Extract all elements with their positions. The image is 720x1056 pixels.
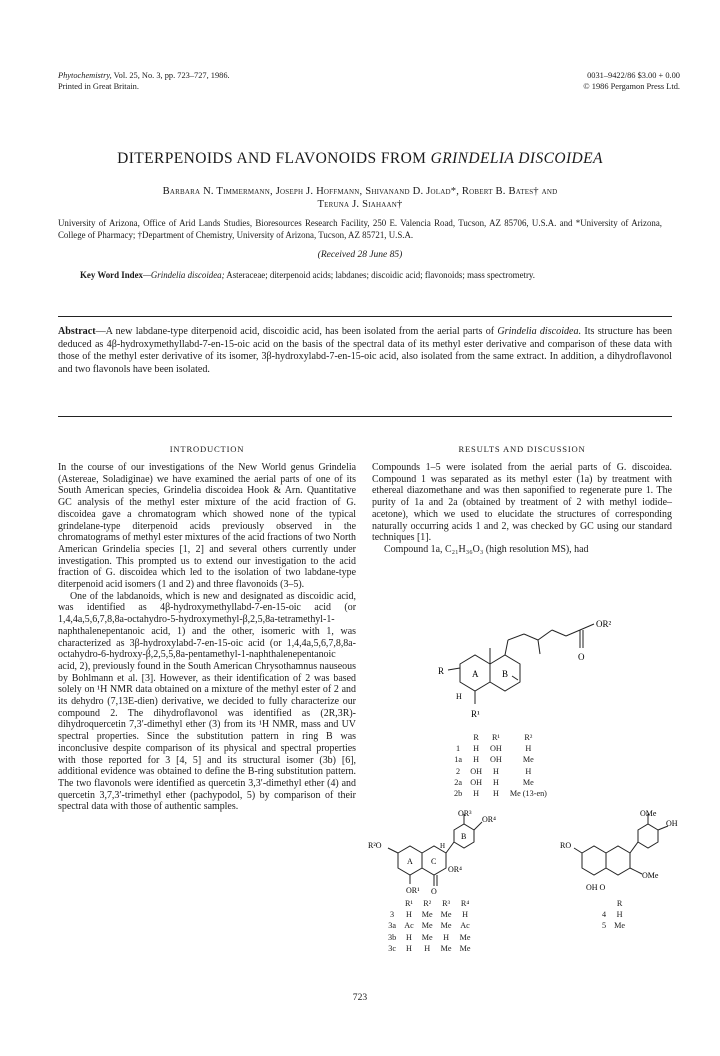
r-label: R bbox=[438, 666, 445, 676]
table-row bbox=[384, 909, 475, 920]
cell: H bbox=[473, 744, 480, 754]
journal-header bbox=[58, 71, 230, 92]
table-row bbox=[450, 743, 551, 754]
introduction-body bbox=[58, 462, 356, 813]
table-row bbox=[384, 932, 475, 943]
cell: Ac bbox=[404, 921, 414, 931]
th: R⁴ bbox=[460, 899, 470, 908]
cell: H bbox=[424, 943, 431, 953]
copyright-header bbox=[520, 71, 680, 92]
abstract-genus: Grindelia discoidea. bbox=[497, 326, 582, 337]
cell: OH bbox=[470, 777, 483, 787]
cell: H bbox=[406, 932, 412, 942]
cell: Me bbox=[421, 932, 433, 942]
cell: Me bbox=[440, 921, 452, 931]
th bbox=[384, 898, 400, 909]
cell: OH bbox=[490, 744, 502, 754]
cell: 1a bbox=[454, 755, 462, 765]
th: R bbox=[473, 733, 479, 742]
cell: H bbox=[492, 777, 499, 787]
authors bbox=[58, 185, 662, 211]
cell: H bbox=[406, 910, 412, 920]
results-heading: RESULTS AND DISCUSSION bbox=[458, 444, 586, 454]
cell: Me bbox=[522, 755, 534, 765]
abstract bbox=[58, 326, 672, 377]
cell: H bbox=[492, 766, 499, 776]
ring-c-label: C bbox=[431, 857, 437, 866]
received-date bbox=[58, 250, 662, 260]
table-row bbox=[598, 909, 629, 920]
cell: H bbox=[525, 766, 532, 776]
keyword-index bbox=[80, 270, 640, 282]
or2-label: OR² bbox=[596, 619, 612, 629]
paper-title bbox=[58, 150, 662, 168]
cell: 3c bbox=[388, 943, 396, 953]
page-number: 723 bbox=[352, 992, 368, 1003]
cell: H bbox=[473, 755, 480, 765]
abstract-label: Abstract bbox=[58, 326, 96, 337]
ome-label: OMe bbox=[642, 871, 659, 880]
or4-label: OR⁴ bbox=[482, 815, 496, 824]
oh-label: OH bbox=[666, 819, 678, 828]
authors-line-2: Teruna J. Siahaan† bbox=[317, 199, 403, 210]
cell: Me bbox=[522, 777, 534, 787]
table-row bbox=[598, 920, 629, 931]
labdane-table bbox=[450, 732, 551, 799]
printed-in: Printed in Great Britain. bbox=[58, 81, 139, 91]
cell: 4 bbox=[602, 910, 607, 920]
introduction-heading: INTRODUCTION bbox=[169, 444, 245, 454]
abstract-part-1: —A new labdane-type diterpenoid acid, discoidic acid, has been isolated from the aerial parts of bbox=[95, 326, 498, 337]
cell: H bbox=[462, 910, 468, 920]
labdane-structure bbox=[420, 604, 650, 724]
cell: 5 bbox=[602, 921, 607, 931]
flavonol-table bbox=[598, 898, 629, 932]
table-row bbox=[450, 788, 551, 799]
h-label: H bbox=[456, 692, 462, 701]
journal-name: Phytochemistry, bbox=[58, 71, 112, 80]
cell: H bbox=[443, 932, 450, 942]
ring-a-label-2: A bbox=[407, 857, 413, 866]
cell: 1 bbox=[456, 744, 461, 754]
r1-label: R¹ bbox=[471, 709, 480, 719]
keywords-genus: —Grindelia discoidea; bbox=[142, 270, 225, 280]
th bbox=[598, 898, 610, 909]
cell: Ac bbox=[460, 921, 470, 931]
table-row bbox=[450, 766, 551, 777]
carbonyl-o-label: O bbox=[578, 652, 585, 662]
cell: H bbox=[406, 943, 412, 953]
dihydroflavonol-table bbox=[384, 898, 475, 954]
cell: 2b bbox=[454, 789, 463, 799]
or1-label: OR¹ bbox=[406, 886, 420, 895]
dihydroflavonol-structure bbox=[368, 808, 548, 898]
labdane-table-header bbox=[450, 732, 551, 743]
cell: OH bbox=[490, 755, 502, 765]
keywords-label: Key Word Index bbox=[80, 270, 143, 280]
table-row bbox=[384, 943, 475, 954]
ring-b-label-2: B bbox=[461, 832, 467, 841]
table-row bbox=[450, 754, 551, 765]
r2o-label: R²O bbox=[368, 841, 382, 850]
results-paragraph-2: Compound 1a, C₂₁H₃₆O₃ (high resolution MS), had bbox=[384, 543, 589, 555]
cell: 2 bbox=[456, 766, 461, 776]
journal-volume: Vol. 25, No. 3, pp. 723–727, 1986. bbox=[111, 71, 230, 80]
cell: 3a bbox=[388, 921, 396, 931]
results-paragraph-1: Compounds 1–5 were isolated from the aerial parts of G. discoidea. Compound 1 was separated as its methyl ester (1a) by treatment with ethereal diazomethane and was then saponified to regenerate pure 1. The purity of 1a and 2a (obtained by treatment of 2 with methyl iodide–acetone), which we used to elucidate the structures of corresponding naturally occurring acids 1 and 2, was checked by GC using our standard techniques [1]. bbox=[372, 462, 672, 544]
flavonol-structure bbox=[560, 808, 690, 898]
or3-label: OR³ bbox=[458, 809, 472, 818]
cell: H bbox=[525, 744, 532, 754]
th: R¹ bbox=[405, 899, 413, 908]
affiliation: University of Arizona, Office of Arid Lands Studies, Bioresources Research Facility, 250 E. Valencia Road, Tucson, AZ 85706, U.S.A. and *University of Arizona, College of Pharmacy; †Department of Chemistry, University of Arizona, Tucson, AZ 85721, U.S.A. bbox=[58, 218, 662, 240]
cell: Me bbox=[459, 943, 471, 953]
th bbox=[450, 732, 466, 743]
th: R³ bbox=[442, 899, 451, 908]
th: R bbox=[616, 899, 623, 908]
abstract-bottom-rule bbox=[58, 416, 672, 417]
title-genus: GRINDELIA DISCOIDEA bbox=[430, 150, 603, 167]
keywords-text: Asteraceae; diterpenoid acids; labdanes; discoidic acid; flavonoids; mass spectrometry. bbox=[224, 270, 536, 280]
oh-o-label: OH O bbox=[586, 883, 606, 892]
table-row bbox=[384, 920, 475, 931]
cell: 3 bbox=[390, 910, 395, 920]
th: R² bbox=[423, 899, 432, 908]
results-body bbox=[372, 462, 672, 556]
cell: Me bbox=[421, 910, 433, 920]
carbonyl-o-label-2: O bbox=[431, 887, 437, 896]
cell: 2a bbox=[454, 777, 462, 787]
cell: H bbox=[492, 789, 499, 799]
th: R¹ bbox=[491, 733, 500, 742]
cell: Me bbox=[614, 921, 626, 931]
abstract-top-rule bbox=[58, 316, 672, 317]
cell: Me (13-en) bbox=[509, 789, 547, 799]
cell: OH bbox=[470, 766, 483, 776]
ring-b-label: B bbox=[502, 669, 509, 679]
table-header bbox=[598, 898, 629, 909]
ro-label: RO bbox=[560, 841, 572, 850]
cell: H bbox=[473, 789, 480, 799]
h-label-2: H bbox=[440, 842, 446, 850]
cell: Me bbox=[459, 932, 471, 942]
intro-paragraph-1: In the course of our investigations of the New World genus Grindelia (Astereae, Soladiginae) we have examined the aerial parts of one of its South American species, Grindelia discoidea Hook & Arn. Quantitative GC analysis of the methyl ester mixture of the acid fraction of G. discoidea gave a chromatogram which showed none of the typical grindelane-type diterpenoid acids previously observed in the chromatograms of methyl ester mixtures of the acid fractions of two North American Grindelia species [1, 2] and several others currently under investigation. This prompted us to extend our investigation to the acid fraction of G. discoidea which led to the isolation of two labdane-type diterpenoid acid isomers (1 and 2) and three flavonoids (3–5). bbox=[58, 462, 356, 591]
table-row bbox=[450, 777, 551, 788]
copyright-line: © 1986 Pergamon Press Ltd. bbox=[583, 81, 680, 91]
received-text: (Received 28 June 85) bbox=[317, 250, 403, 260]
title-main: DITERPENOIDS AND FLAVONOIDS FROM bbox=[117, 150, 431, 167]
abstract-part-2: Its structure has been deduced as 4β-hydroxymethyllabd-7-en-15-oic acid on the basis of the spectral data of its methyl ester derivative and comparison of these data with those of the methyl ester derivative of its isomer, 3β-hydroxylabd-7-en-15-oic acid, also isolated from the same extract. In addition, a dihydroflavonol and two flavonols have been isolated. bbox=[58, 326, 673, 376]
th: R² bbox=[524, 733, 533, 742]
issn-code: 0031–9422/86 $3.00 + 0.00 bbox=[587, 71, 680, 80]
cell: Me bbox=[440, 943, 452, 953]
cell: Me bbox=[440, 910, 452, 920]
intro-paragraph-2: One of the labdanoids, which is new and designated as discoidic acid, was identified as 4β-hydroxymethyllabd-7-en-15-oic acid (or 1,4,4a,5,6,7,8,8a-octahydro-5-hydroxymethyl-β,2,5,8a-tetramethyl-1-naphthalenepentanoic acid, 1) and the other, isomeric with 1, was characterized as 3β-hydroxylabd-7-en-15-oic acid (or 1,4,4a,5,6,7,8,8a-octahydro-6-hydroxy-β,2,5,5,8a-pentamethyl-1-naphthalenepentanoic acid, 2), previously found in the South American Chrysothamnus nauseous by Bohlmann et al. [3]. However, as their identification of 2 was based solely on ¹H NMR data obtained on a mixture of the methyl ester of 2 and its dehydro (7,13E-dien) derivative, we decided to fully characterize our compound 2. The dihydroflavonol was identified as (2R,3R)-dihydroquercetin 7,3′-dimethyl ether (3) from its ¹H NMR, mass and UV spectral properties. Since the substitution pattern in ring B was inconclusive despite comparison of its physical and spectral properties with those reported for 3 [4, 5] and its structural isomer (3b) [6], additional evidence was obtained to define the B-ring substitution pattern. The two flavonols were identified as quercetin 3,3′-dimethyl ether (4) and quercetin 3,7,3′-trimethyl ether (pachypodol, 5) by comparison of their spectral data with those of authentic samples. bbox=[58, 590, 356, 813]
or-label-3: OR⁴ bbox=[448, 865, 462, 874]
authors-line-1: Barbara N. Timmermann, Joseph J. Hoffmann, Shivanand D. Jolad*, Robert B. Bates† and bbox=[162, 186, 558, 197]
cell: 3b bbox=[388, 932, 397, 942]
cell: Me bbox=[421, 921, 433, 931]
ome-label-top: OMe bbox=[640, 809, 657, 818]
table-header bbox=[384, 898, 475, 909]
ring-a-label: A bbox=[472, 669, 479, 679]
cell: H bbox=[616, 910, 623, 920]
